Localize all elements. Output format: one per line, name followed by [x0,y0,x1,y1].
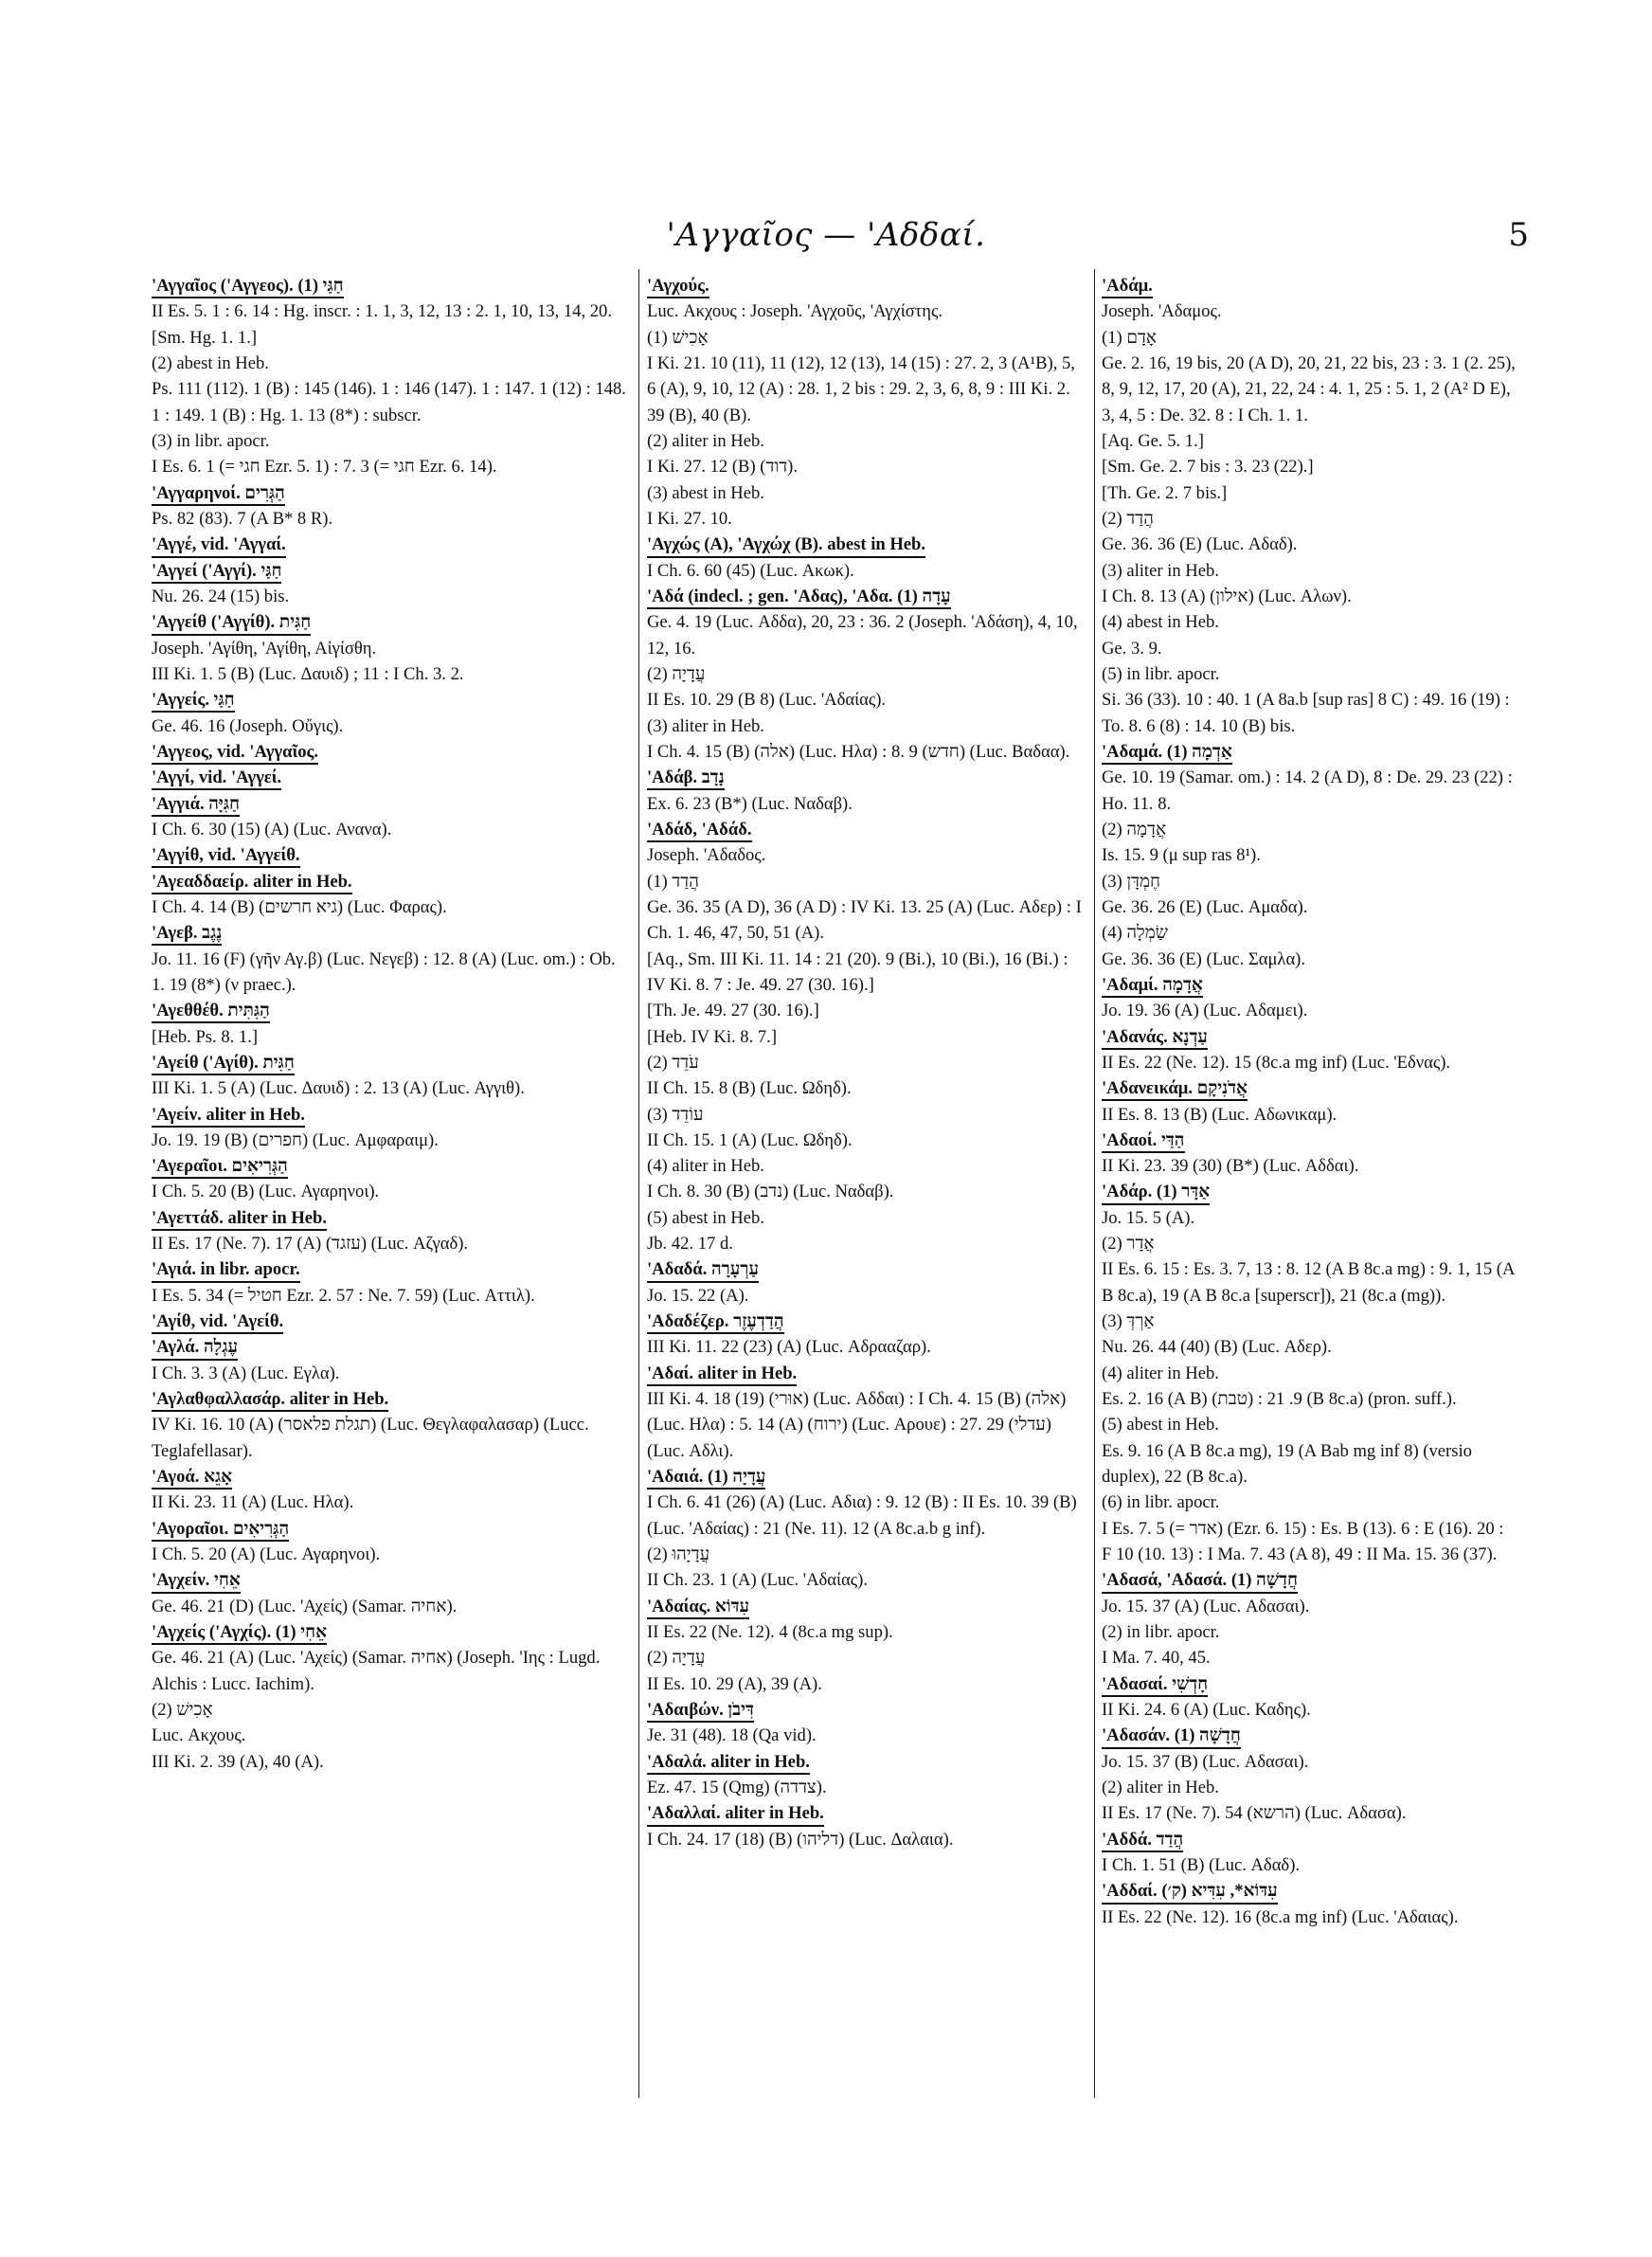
headword: 'Αγίθ, vid. 'Αγείθ. [152,1310,283,1334]
entry-text-line: (2) עֹדֵד [647,1052,699,1073]
entry-text-line: I Ch. 4. 15 (B) (אלה) (Luc. Ηλα) : 8. 9 (חדש) (Luc. Βαδαα). [647,741,1070,762]
entry-headword-line [647,1464,1087,1490]
entry-text-line: I Ch. 8. 13 (A) (אילון) (Luc. Αλων). [1102,586,1352,606]
entry-headword-line [647,584,1087,609]
headword: 'Αδάδ, 'Αδάδ. [647,819,752,842]
entry-text-line: (2) in libr. apocr. [1102,1622,1220,1643]
entry-headword-line [152,1516,633,1542]
entry-text-line: Jo. 15. 5 (A). [1102,1207,1195,1228]
entry-text-line: Ge. 46. 21 (A) (Luc. 'Αχείς) (Samar. אחיה) (Joseph. 'Ιης : Lugd. Alchis : Lucc. Iachim). [152,1648,601,1694]
entry-text-line: (5) abest in Heb. [1102,1415,1219,1435]
entry-text-line: II Es. 8. 13 (B) (Luc. Αδωνικαμ). [1102,1104,1338,1125]
entry-text-line: I Ch. 6. 41 (26) (A) (Luc. Αδια) : 9. 12 (B) : II Es. 10. 39 (B) (Luc. 'Αδαίας) : 21 (Ne. 11). 12 (A 8c.a.b g inf). [647,1492,1077,1539]
entry-text-line: Jo. 19. 36 (A) (Luc. Αδαμει). [1102,1001,1308,1021]
entry-text-line: I Ch. 8. 30 (B) (נדב) (Luc. Ναδαβ). [647,1182,894,1202]
entry-headword-line [1102,1128,1517,1153]
headword: 'Αγγαῖος ('Αγγεος). (1) חַגַּי [152,275,344,298]
column-divider [1094,269,1095,2098]
headword: 'Αγεβ. נֶגֶב [152,922,222,946]
entry-text-line: (3) עוֹדֵד [647,1104,704,1125]
entry-text-line: II Es. 5. 1 : 6. 14 : Hg. inscr. : 1. 1, 3, 12, 13 : 2. 1, 10, 13, 14, 20. [152,301,613,322]
entry-text-line: II Es. 10. 29 (B 8) (Luc. 'Αδαίας). [647,690,887,711]
entry-text-line: [Aq., Sm. III Ki. 11. 14 : 21 (20). 9 (Bi.), 10 (Bi.), 16 (Bi.) : IV Ki. 8. 7 : Je. 49. 27 (30. 16).] [647,948,1068,995]
entry-text-line: Joseph. 'Αδαδος. [647,845,766,866]
entry-headword-line [1102,1567,1517,1593]
entry-text-line: Ge. 36. 26 (E) (Luc. Αμαδα). [1102,896,1308,917]
headword: 'Αγεττάδ. aliter in Heb. [152,1207,327,1231]
entry-headword-line [152,765,633,790]
headword: 'Αγεραῖοι. הַגְּרִיאִים [152,1155,288,1179]
entry-text-line: [Heb. IV Ki. 8. 7.] [647,1026,778,1047]
entry-headword-line [152,1102,633,1128]
headword: 'Αδασάν. (1) חֲדָשָׁה [1102,1724,1241,1748]
column-middle [647,273,1087,2102]
entry-headword-line [647,273,1087,298]
entry-text-line: III Ki. 2. 39 (A), 40 (A). [152,1751,324,1772]
entry-text-line: I Es. 7. 5 (= אדר) (Ezr. 6. 15) : Es. B (13). 6 : E (16). 20 : F 10 (10. 13) : I Ma. 7. 43 (A 8), 49 : II Ma. 15. 36 (37). [1102,1518,1504,1565]
entry-text-line: (2) עֲדָיָה [647,1648,706,1669]
entry-text-line: (1) אָכִישׁ [647,327,709,348]
entry-text-line: Jb. 42. 17 d. [647,1234,733,1255]
entry-text-line: (2) אָכִישׁ [152,1700,213,1721]
entry-text-line: IV Ki. 16. 10 (A) (תגלת פלאסר) (Luc. Θεγλαφαλασαρ) (Lucc. Teglafellasar). [152,1415,589,1461]
headword: 'Αγγεος, vid. 'Αγγαῖος. [152,741,318,765]
entry-text-line: Nu. 26. 44 (40) (B) (Luc. Αδερ). [1102,1337,1332,1358]
entry-headword-line [1102,1024,1517,1050]
entry-text-line: I Ch. 6. 30 (15) (A) (Luc. Ανανα). [152,819,392,840]
headword: 'Αδαμί. אֲדָמָה [1102,974,1203,998]
headword: 'Αγεθθέθ. הַגִּתִּית [152,1000,270,1023]
page-number: 5 [1508,216,1529,254]
headword: 'Αγχείν. אֵחִי [152,1569,241,1593]
entry-text-line: (4) aliter in Heb. [1102,1363,1219,1383]
entry-text-line: (6) in libr. apocr. [1102,1492,1220,1513]
entry-text-line: [Aq. Ge. 5. 1.] [1102,430,1204,451]
entry-text-line: Ge. 36. 36 (E) (Luc. Αδαδ). [1102,534,1298,555]
entry-text-line: I Ch. 6. 60 (45) (Luc. Ακωκ). [647,560,854,581]
entry-text-line: I Ch. 5. 20 (A) (Luc. Αγαρηνοι). [152,1544,381,1565]
entry-text-line: II Es. 6. 15 : Es. 3. 7, 13 : 8. 12 (A B 8c.a mg) : 9. 1, 15 (A B 8c.a), 19 (A B 8c.a [superscr]), 21 (8c.a (mg)). [1102,1259,1515,1306]
headword: 'Αγχώς (A), 'Αγχώχ (B). abest in Heb. [647,533,925,557]
entry-text-line: II Es. 22 (Ne. 12). 4 (8c.a mg sup). [647,1622,893,1643]
entry-headword-line [152,1619,633,1645]
entry-headword-line [152,739,633,765]
entry-text-line: II Es. 22 (Ne. 12). 15 (8c.a mg inf) (Luc. 'Εδνας). [1102,1052,1451,1073]
entry-text-line: (3) aliter in Heb. [1102,560,1219,581]
headword: 'Αγγίθ, vid. 'Αγγείθ. [152,844,300,868]
entry-headword-line [152,558,633,584]
entry-text-line: [Th. Ge. 2. 7 bis.] [1102,482,1228,503]
entry-headword-line [647,1697,1087,1723]
headword: 'Αδαιβών. דִּיבֹן [647,1699,754,1723]
entry-text-line: Ez. 47. 15 (Qmg) (צדדה). [647,1778,827,1798]
entry-text-line: (4) aliter in Heb. [647,1156,764,1177]
headword: 'Αδασαί. חָדְשִׁי [1102,1673,1208,1697]
entry-text-line: (2) עֲדָיָה [647,663,706,684]
entry-headword-line [647,1749,1087,1775]
entry-text-line: III Ki. 1. 5 (B) (Luc. Δαυιδ) ; 11 : I Ch. 3. 2. [152,663,464,684]
headword: 'Αγοά. אָגֵא [152,1466,232,1490]
entry-headword-line [152,532,633,557]
entry-text-line: Joseph. 'Αδαμος. [1102,301,1222,322]
entry-text-line: (2) aliter in Heb. [1102,1778,1219,1798]
entry-text-line: Ge. 2. 16, 19 bis, 20 (A D), 20, 21, 22 bis, 23 : 3. 1 (2. 25), 8, 9, 12, 17, 20 (A), 21, 22, 24 : 4. 1, 25 : 5. 1, 2 (A² D E), 3, 4, 5 : De. 32. 8 : I Ch. 1. 1. [1102,352,1516,425]
entry-text-line: Ge. 36. 35 (A D), 36 (A D) : IV Ki. 13. 25 (A) (Luc. Αδερ) : I Ch. 1. 46, 47, 50, 51 (A). [647,896,1082,944]
column-left [152,273,633,2102]
entry-headword-line [647,532,1087,557]
entry-text-line: I Ch. 5. 20 (B) (Luc. Αγαρηνοι). [152,1182,380,1202]
headword: 'Αδασά, 'Αδασά. (1) חֲדָשָׁה [1102,1569,1298,1593]
entry-text-line: Ge. 3. 9. [1102,638,1162,659]
entry-text-line: Jo. 19. 19 (B) (חפרים) (Luc. Αμφαραιμ). [152,1129,439,1150]
entry-headword-line [1102,1075,1517,1101]
entry-headword-line [647,1309,1087,1334]
entry-headword-line [1102,273,1517,298]
entry-text-line: I Es. 5. 34 (= חטיל Ezr. 2. 57 : Ne. 7. 59) (Luc. Αττιλ). [152,1285,535,1306]
entry-text-line: (5) in libr. apocr. [1102,663,1220,684]
entry-headword-line [152,998,633,1023]
entry-text-line: I Ch. 24. 17 (18) (B) (דליהו) (Luc. Δαλαια). [647,1829,954,1850]
headword: 'Αδαδέζερ. הֲדַדְעֶזֶר [647,1310,784,1334]
entry-text-line: Es. 2. 16 (A B) (טבת) : 9. 21 (B 8c.a) (pron. suff.). [1102,1389,1457,1410]
entry-text-line: Ps. 111 (112). 1 (B) : 145 (146). 1 : 146 (147). 1 : 147. 1 (12) : 148. 1 : 149. 1 (B) : Hg. 1. 13 (8*) : subscr. [152,379,626,425]
entry-headword-line [152,1334,633,1360]
entry-headword-line [647,1594,1087,1619]
entry-headword-line [152,609,633,635]
entry-text-line: I Ch. 1. 51 (B) (Luc. Αδαδ). [1102,1855,1301,1876]
entry-headword-line [152,1256,633,1282]
entry-text-line: Joseph. 'Αγίθη, 'Αγίθη, Αἰγίσθη. [152,638,377,659]
headword: 'Αγγιά. חַגִּיָּה [152,793,240,817]
headword: 'Αγγί, vid. 'Αγγεί. [152,767,281,790]
entry-text-line: (3) abest in Heb. [647,482,764,503]
entry-text-line: II Ki. 23. 11 (A) (Luc. Ηλα). [152,1492,354,1513]
entry-text-line: Ge. 46. 21 (D) (Luc. 'Αχείς) (Samar. אחיה). [152,1596,458,1616]
headword: 'Αγοραῖοι. הַגְּרִיאִים [152,1518,289,1542]
headword: 'Αδαμά. (1) אַדְמָה [1102,741,1232,765]
entry-text-line: I Es. 6. 1 (= חגי Ezr. 5. 1) : 7. 3 (= חגי Ezr. 6. 14). [152,457,497,478]
entry-headword-line [152,842,633,868]
headword: 'Αδάβ. נָדָב [647,767,725,790]
headword: 'Αγγαρηνοί. הַגְּרִים [152,482,285,506]
entry-text-line: (3) אַרְדְּ [1102,1311,1155,1332]
entry-headword-line [152,869,633,894]
headword: 'Αγεαδδαείρ. aliter in Heb. [152,871,352,894]
headword: 'Αδάρ. (1) אַדָּר [1102,1181,1210,1204]
entry-headword-line [647,765,1087,790]
headword: 'Αδαλά. aliter in Heb. [647,1751,810,1775]
page-title: 'Αγγαῖος — 'Αδδαί. [666,216,986,254]
entry-text-line: Es. 9. 16 (A B 8c.a mg), 19 (A Bab mg inf 8) (versio duplex), 22 (B 8c.a). [1102,1440,1472,1488]
entry-text-line: Ps. 82 (83). 7 (A B* 8 R). [152,508,333,529]
entry-text-line: II Ch. 15. 8 (B) (Luc. Ωδηδ). [647,1078,852,1099]
headword: 'Αγχούς. [647,275,709,298]
entry-text-line: (2) abest in Heb. [152,352,269,373]
entry-text-line: (3) חֶמְדָּן [1102,871,1161,892]
entry-text-line: II Es. 17 (Ne. 7). 54 (הרשא) (Luc. Αδασα). [1102,1803,1407,1824]
entry-text-line: (5) abest in Heb. [647,1207,764,1228]
headword: 'Αγχείς ('Αγχίς). (1) אֵחִי [152,1621,327,1645]
entry-text-line: Ge. 10. 19 (Samar. om.) : 14. 2 (A D), 8 : De. 29. 23 (22) : Ho. 11. 8. [1102,767,1513,814]
entry-text-line: II Es. 22 (Ne. 12). 16 (8c.a mg inf) (Luc. 'Αδαιας). [1102,1906,1459,1927]
entry-text-line: (3) aliter in Heb. [647,715,764,736]
entry-headword-line [152,791,633,817]
entry-text-line: I Ki. 27. 10. [647,508,732,529]
entry-text-line: (2) אֲדָמָה [1102,819,1167,840]
entry-text-line: II Ch. 15. 1 (A) (Luc. Ωδηδ). [647,1129,853,1150]
headword: 'Αγγέ, vid. 'Αγγαί. [152,533,286,557]
entry-text-line: II Es. 10. 29 (A), 39 (A). [647,1673,822,1694]
entry-text-line: Jo. 11. 16 (F) (γῆν Αγ.β) (Luc. Νεγεβ) : 12. 8 (A) (Luc. om.) : Ob. 1. 19 (8*) (ν praec.). [152,948,616,995]
entry-text-line: Jo. 15. 37 (A) (Luc. Αδασαι). [1102,1596,1310,1616]
entry-text-line: Luc. Ακχους : Joseph. 'Αγχοῦς, 'Αγχίστης. [647,301,943,322]
entry-headword-line [647,1256,1087,1282]
entry-text-line: [Th. Je. 49. 27 (30. 16).] [647,1001,819,1021]
entry-text-line: Is. 15. 9 (μ sup ras 8¹). [1102,845,1261,866]
entry-text-line: Jo. 15. 37 (B) (Luc. Αδασαι). [1102,1751,1309,1772]
headword: 'Αδανεικάμ. אֲדֹנִיקָם [1102,1077,1248,1101]
entry-headword-line [152,1050,633,1075]
entry-headword-line [647,817,1087,842]
entry-text-line: I Ch. 3. 3 (A) (Luc. Εγλα). [152,1363,340,1383]
entry-headword-line [152,480,633,506]
entry-text-line: [Heb. Ps. 8. 1.] [152,1026,259,1047]
entry-text-line: Si. 36 (33). 10 : 40. 1 (A 8a.b [sup ras] 8 C) : 49. 16 (19) : To. 8. 6 (8) : 14. 10 (B) bis. [1102,690,1510,736]
entry-text-line: (2) aliter in Heb. [647,430,764,451]
headword: 'Αγλά. עֶגְלָה [152,1336,238,1360]
entry-text-line: Ge. 46. 16 (Joseph. Οὔγις). [152,715,344,736]
entry-headword-line [152,1386,633,1412]
entry-headword-line [152,1309,633,1334]
entry-text-line: II Ch. 23. 1 (A) (Luc. 'Αδαίας). [647,1570,868,1591]
entry-text-line: II Es. 17 (Ne. 7). 17 (A) (עזגד) (Luc. Αζγαδ). [152,1234,469,1255]
entry-headword-line [152,1205,633,1231]
entry-text-line: (3) in libr. apocr. [152,430,270,451]
headword: 'Αδαοί. הַדַּי [1102,1129,1185,1153]
entry-headword-line [1102,972,1517,998]
entry-text-line: III Ki. 4. 18 (19) (אוּרי) (Luc. Αδδαι) : I Ch. 4. 15 (B) (אלה) (Luc. Ηλα) : 5. 14 (A) (ירוח) (Luc. Αρουε) : 27. 29 (עדלי) (Luc. Αδλι). [647,1389,1067,1461]
entry-text-line: (2) עֲדָיָהוּ [647,1544,710,1565]
entry-headword-line [152,920,633,946]
entry-text-line: (1) הֲדַד [647,871,699,892]
entry-text-line: Ge. 4. 19 (Luc. Αδδα), 20, 23 : 36. 2 (Joseph. 'Αδάση), 4, 10, 12, 16. [647,612,1078,659]
entry-text-line: (2) אֲדָר [1102,1234,1155,1255]
entry-text-line: Ex. 6. 23 (B*) (Luc. Ναδαβ). [647,793,853,814]
headword: 'Αγείθ ('Αγίθ). חַגִּית [152,1052,295,1075]
entry-headword-line [152,1153,633,1179]
headword: 'Αδανάς. עַדְנָא [1102,1026,1208,1050]
headword: 'Αδδά. הֲדַד [1102,1829,1183,1852]
entry-text-line: I Ma. 7. 40, 45. [1102,1648,1211,1669]
headword: 'Αδαί. aliter in Heb. [647,1363,797,1386]
entry-text-line: Nu. 26. 24 (15) bis. [152,586,290,606]
entry-headword-line [1102,739,1517,765]
entry-text-line: I Ch. 4. 14 (B) (גיא חרשים) (Luc. Φαρας). [152,896,447,917]
headword: 'Αγλαθφαλλασάρ. aliter in Heb. [152,1388,388,1412]
entry-text-line: II Ki. 24. 6 (A) (Luc. Καδης). [1102,1700,1311,1721]
entry-text-line: II Ki. 23. 39 (30) (B*) (Luc. Αδδαι). [1102,1156,1359,1177]
headword: 'Αγιά. in libr. apocr. [152,1258,300,1282]
entry-text-line: Luc. Ακχους. [152,1725,246,1746]
headword: 'Αγείν. aliter in Heb. [152,1104,305,1128]
entry-text-line: III Ki. 11. 22 (23) (A) (Luc. Αδρααζαρ). [647,1337,931,1358]
entry-text-line: III Ki. 1. 5 (A) (Luc. Δαυιδ) : 2. 13 (A) (Luc. Αγγιθ). [152,1078,525,1099]
headword: 'Αδά (indecl. ; gen. 'Αδας), 'Αδα. (1) עָדָה [647,586,951,609]
entry-headword-line [152,273,633,298]
column-right [1102,273,1517,2102]
entry-text-line: [Sm. Hg. 1. 1.] [152,327,258,348]
headword: 'Αδαιά. (1) עֲדָיָה [647,1466,765,1490]
entry-text-line: (4) שַׂמְלָה [1102,923,1168,944]
entry-text-line: (1) אָדָם [1102,327,1158,348]
entry-headword-line [152,1567,633,1593]
headword: 'Αδαίας. עִדּוֹא [647,1596,749,1619]
entry-headword-line [647,1361,1087,1386]
entry-text-line: Jo. 15. 22 (A). [647,1285,749,1306]
entry-text-line: (2) הֲדַד [1102,508,1154,529]
headword: 'Αγγείθ ('Αγγίθ). חַגִּית [152,611,311,635]
entry-text-line: I Ki. 21. 10 (11), 11 (12), 12 (13), 14 (15) : 27. 2, 3 (A¹B), 5, 6 (A), 9, 10, 12 (A) : 28. 1, 2 bis : 29. 2, 3, 6, 8, 9 : III Ki. 2. 39 (B), 40 (B). [647,352,1075,425]
entry-headword-line [1102,1179,1517,1204]
entry-headword-line [1102,1827,1517,1852]
entry-headword-line [647,1800,1087,1826]
entry-text-line: Ge. 36. 36 (E) (Luc. Σαμλα). [1102,948,1306,969]
entry-text-line: (4) abest in Heb. [1102,612,1219,633]
column-divider [638,269,639,2098]
entry-headword-line [152,687,633,713]
entry-headword-line [1102,1878,1517,1904]
page-header [0,216,1652,262]
entry-headword-line [1102,1671,1517,1697]
headword: 'Αδαλλαί. aliter in Heb. [647,1802,824,1826]
headword: 'Αδαδά. עַרְעָרָה [647,1258,759,1282]
headword: 'Αδάμ. [1102,275,1153,298]
entry-text-line: Je. 31 (48). 18 (Qa vid). [647,1725,817,1746]
headword: 'Αγγείς. חַגַּי [152,689,235,713]
entry-text-line: [Sm. Ge. 2. 7 bis : 3. 23 (22).] [1102,457,1314,478]
entry-text-line: I Ki. 27. 12 (B) (דוד). [647,457,798,478]
entry-headword-line [1102,1723,1517,1748]
entry-headword-line [152,1464,633,1490]
headword: 'Αδδαί. עִדּוֹא*, עִדִּיא (ק׳) [1102,1880,1278,1904]
headword: 'Αγγεί ('Αγγί). חַגַּי [152,560,281,584]
